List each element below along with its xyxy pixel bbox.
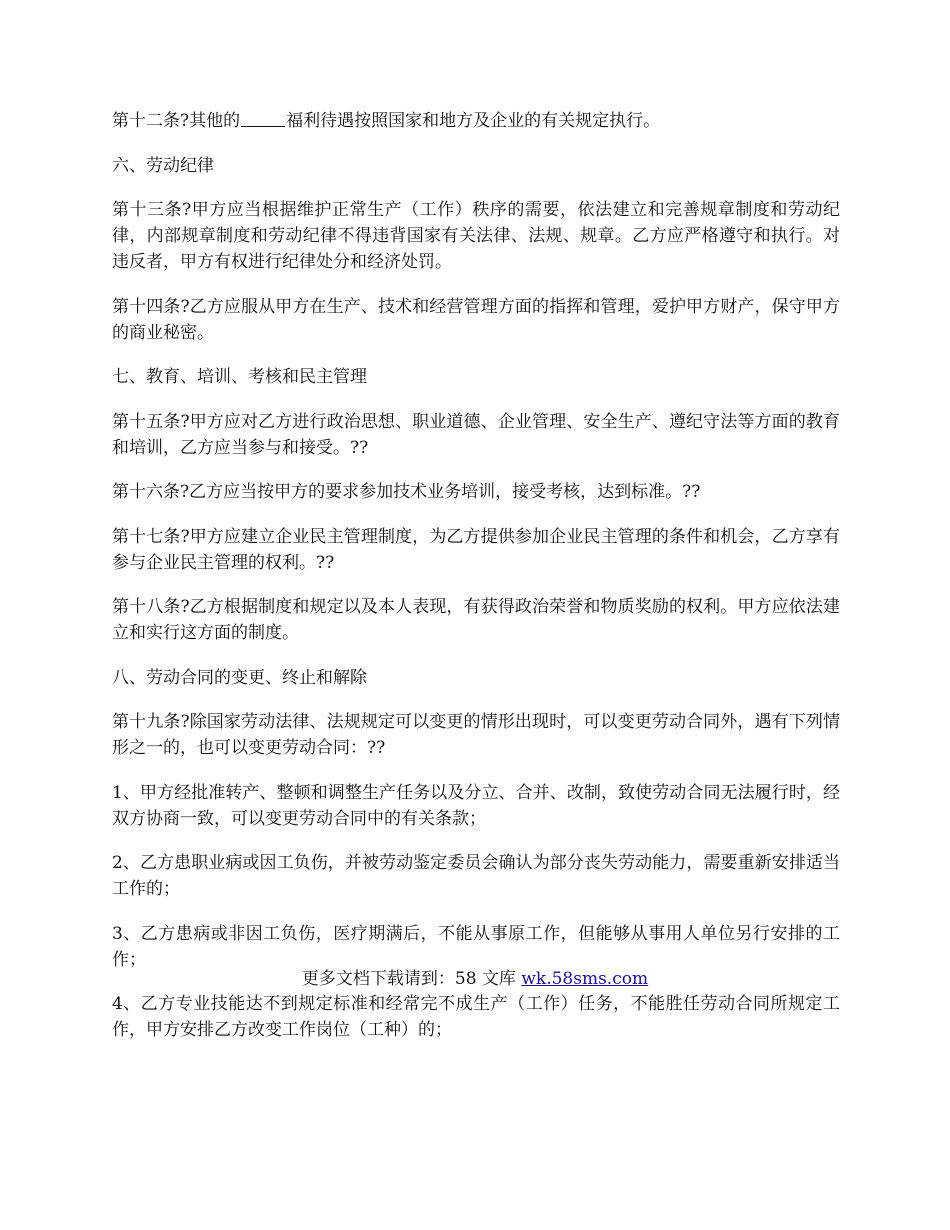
article-17: 第十七条?甲方应建立企业民主管理制度，为乙方提供参加企业民主管理的条件和机会，乙方享有参与企业民主管理的权利。?? [112,526,840,573]
footer-text: 更多文档下载请到：58 文库 [301,969,522,989]
list-item-3: 3、乙方患病或非因工负伤，医疗期满后，不能从事原工作，但能够从事用人单位另行安排的工作； [112,923,840,970]
footer-link[interactable]: wk.58sms.com [521,969,649,989]
article-12-text-before: 第十二条?其他的 [112,111,241,131]
list-item-1: 1、甲方经批准转产、整顿和调整生产任务以及分立、合并、改制，致使劳动合同无法履行时，经双方协商一致，可以变更劳动合同中的有关条款； [112,782,840,829]
section-7-heading: 七、教育、培训、考核和民主管理 [112,367,367,387]
article-15: 第十五条?甲方应对乙方进行政治思想、职业道德、企业管理、安全生产、遵纪守法等方面的教育和培训，乙方应当参与和接受。?? [112,411,840,458]
list-item-4: 4、乙方专业技能达不到规定标准和经常完不成生产（工作）任务，不能胜任劳动合同所规定工作，甲方安排乙方改变工作岗位（工种）的； [112,994,840,1040]
article-14: 第十四条?乙方应服从甲方在生产、技术和经营管理方面的指挥和管理，爱护甲方财产，保守甲方的商业秘密。 [112,296,840,343]
section-8-heading: 八、劳动合同的变更、终止和解除 [112,667,367,688]
article-13: 第十三条?甲方应当根据维护正常生产（工作）秩序的需要，依法建立和完善规章制度和劳动纪律，内部规章制度和劳动纪律不得违背国家有关法律、法规、规章。乙方应严格遵守和执行。对违反者，甲方有权进行纪律处分和经济处罚。 [112,200,840,272]
article-12-text-after: 福利待遇按照国家和地方及企业的有关规定执行。 [286,111,661,131]
document-body [112,108,840,1062]
list-item-2: 2、乙方患职业病或因工负伤，并被劳动鉴定委员会确认为部分丧失劳动能力，需要重新安排适当工作的； [112,853,840,899]
article-18: 第十八条?乙方根据制度和规定以及本人表现，有获得政治荣誉和物质奖励的权利。甲方应依法建立和实行这方面的制度。 [112,597,840,643]
page-footer [0,966,950,992]
article-16: 第十六条?乙方应当按甲方的要求参加技术业务培训，接受考核，达到标准。?? [112,482,701,502]
article-12 [112,108,840,134]
fill-in-blank [241,111,285,127]
article-19: 第十九条?除国家劳动法律、法规规定可以变更的情形出现时，可以变更劳动合同外，遇有下列情形之一的，也可以变更劳动合同：?? [112,712,840,758]
section-6-heading: 六、劳动纪律 [112,155,214,176]
